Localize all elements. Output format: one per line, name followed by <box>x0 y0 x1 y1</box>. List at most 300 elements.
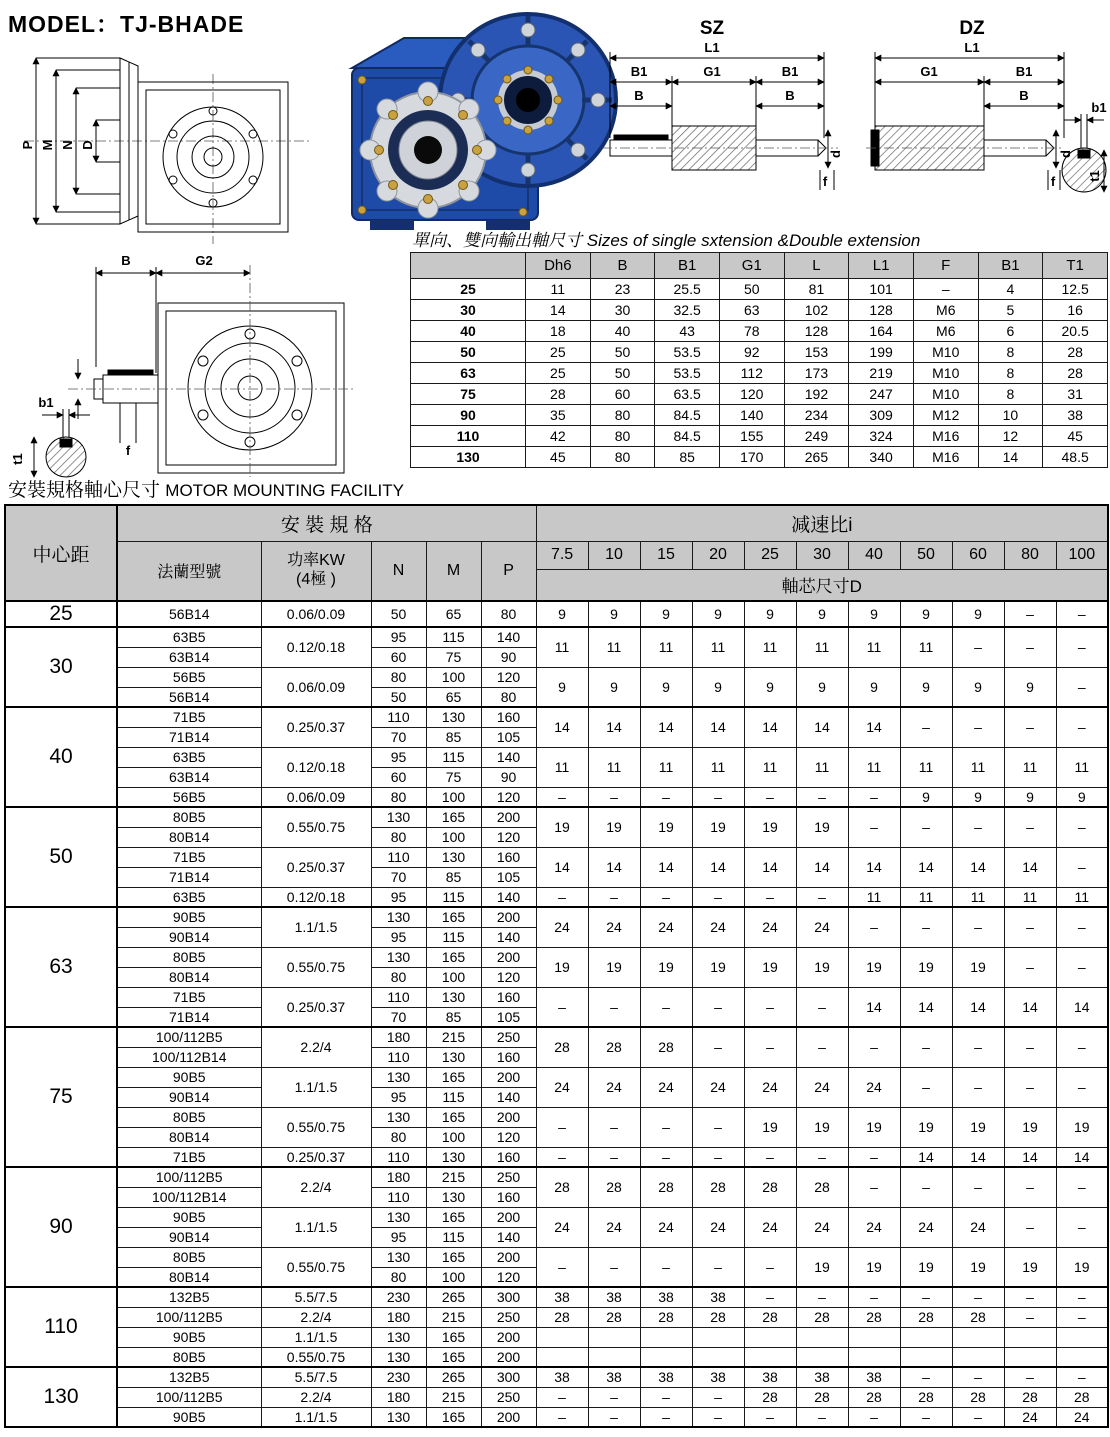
shaft-value-cell: 219 <box>849 363 914 384</box>
d-value-cell: 11 <box>900 887 952 907</box>
d-value-cell: – <box>952 1367 1004 1387</box>
d-value-cell: 28 <box>744 1387 796 1407</box>
key-b1-label: b1 <box>1091 100 1107 115</box>
shaft-model-cell: 30 <box>411 300 526 321</box>
d-value-cell: 24 <box>744 907 796 947</box>
shaft-value-cell: 14 <box>526 300 591 321</box>
power-cell: 5.5/7.5 <box>261 1287 371 1307</box>
shaft-table-row <box>411 321 1108 342</box>
n-cell: 180 <box>371 1387 426 1407</box>
dz-b-label: B <box>1019 88 1029 103</box>
d-value-cell: 19 <box>588 947 640 987</box>
d-value-cell: – <box>796 787 848 807</box>
header-ratio-col: 15 <box>640 541 692 569</box>
center-distance-cell: 130 <box>5 1367 117 1427</box>
shaft-value-cell: 120 <box>719 384 784 405</box>
d-value-cell <box>588 1327 640 1347</box>
flange-cell: 63B5 <box>117 887 261 907</box>
shaft-table-row <box>411 384 1108 405</box>
m-cell: 75 <box>426 767 481 787</box>
flange-cell: 90B14 <box>117 927 261 947</box>
mounting-table-row <box>5 1207 1108 1227</box>
d-value-cell: 14 <box>848 847 900 887</box>
center-distance-cell: 40 <box>5 707 117 807</box>
d-value-cell: – <box>1056 1067 1108 1107</box>
n-cell: 70 <box>371 727 426 747</box>
d-value-cell: 14 <box>1056 987 1108 1027</box>
mounting-title-zh: 安裝規格軸心尺寸 <box>8 480 161 501</box>
n-cell: 95 <box>371 1087 426 1107</box>
d-value-cell: – <box>744 1027 796 1067</box>
shaft-value-cell: M12 <box>913 405 978 426</box>
shaft-value-cell: 112 <box>719 363 784 384</box>
shaft-table-caption <box>412 226 1108 251</box>
flange-cell: 80B14 <box>117 967 261 987</box>
d-value-cell: – <box>900 1367 952 1387</box>
n-cell: 130 <box>371 1207 426 1227</box>
d-value-cell: – <box>536 887 588 907</box>
d-value-cell: – <box>588 887 640 907</box>
shaft-value-cell: 35 <box>526 405 591 426</box>
p-cell: 140 <box>481 927 536 947</box>
shaft-value-cell: 5 <box>978 300 1043 321</box>
p-cell: 250 <box>481 1027 536 1047</box>
header-shaft-size-d: 軸芯尺寸D <box>536 569 1108 601</box>
shaft-value-cell: M10 <box>913 363 978 384</box>
n-cell: 180 <box>371 1307 426 1327</box>
shaft-table-row <box>411 363 1108 384</box>
shaft-value-cell: 23 <box>590 279 655 300</box>
header-p: P <box>481 541 536 601</box>
mounting-table-row <box>5 1147 1108 1167</box>
m-cell: 165 <box>426 1067 481 1087</box>
p-cell: 90 <box>481 767 536 787</box>
shaft-value-cell: 101 <box>849 279 914 300</box>
flange-cell: 71B5 <box>117 847 261 867</box>
sz-b1-right-label: B1 <box>781 64 799 79</box>
shaft-table-row <box>411 342 1108 363</box>
flange-cell: 71B5 <box>117 1147 261 1167</box>
d-value-cell: – <box>640 1247 692 1287</box>
d-value-cell: 14 <box>640 847 692 887</box>
power-cell: 0.25/0.37 <box>261 707 371 747</box>
d-value-cell: – <box>900 1027 952 1067</box>
sz-g1-label: G1 <box>703 64 721 79</box>
d-value-cell: 14 <box>1004 1147 1056 1167</box>
power-cell: 0.55/0.75 <box>261 1247 371 1287</box>
d-value-cell <box>1004 1327 1056 1347</box>
d-value-cell: – <box>640 787 692 807</box>
mounting-table-row <box>5 1387 1108 1407</box>
d-value-cell: 28 <box>744 1307 796 1327</box>
flange-cell: 71B14 <box>117 727 261 747</box>
n-cell: 230 <box>371 1367 426 1387</box>
shaft-value-cell: 31 <box>1043 384 1108 405</box>
d-value-cell: – <box>848 1027 900 1067</box>
n-cell: 110 <box>371 1047 426 1067</box>
flange-cell: 90B5 <box>117 1407 261 1427</box>
d-value-cell: 11 <box>1004 887 1056 907</box>
dz-f-label: f <box>1050 174 1056 189</box>
header-ratio-col: 60 <box>952 541 1004 569</box>
d-value-cell: 14 <box>796 707 848 747</box>
m-cell: 165 <box>426 947 481 967</box>
p-cell: 250 <box>481 1167 536 1187</box>
d-value-cell: 28 <box>1056 1387 1108 1407</box>
flange-cell: 80B5 <box>117 1347 261 1367</box>
shaft-model-cell: 75 <box>411 384 526 405</box>
shaft-value-cell: 32.5 <box>655 300 720 321</box>
d-value-cell: – <box>952 1027 1004 1067</box>
shaft-value-cell: 63.5 <box>655 384 720 405</box>
mounting-table-row <box>5 1027 1108 1047</box>
d-value-cell: – <box>1004 807 1056 847</box>
d-value-cell: 14 <box>536 707 588 747</box>
d-value-cell: 11 <box>536 747 588 787</box>
header-center-distance: 中心距 <box>5 505 117 601</box>
mounting-title-en: MOTOR MOUNTING FACILITY <box>165 481 404 500</box>
m-cell: 215 <box>426 1387 481 1407</box>
shaft-model-cell: 50 <box>411 342 526 363</box>
shaft-value-cell: M6 <box>913 321 978 342</box>
mounting-table-row <box>5 667 1108 687</box>
d-value-cell: – <box>1056 947 1108 987</box>
n-cell: 180 <box>371 1167 426 1187</box>
front-g2-label: G2 <box>195 253 213 268</box>
center-distance-cell: 30 <box>5 627 117 707</box>
p-cell: 200 <box>481 1327 536 1347</box>
d-value-cell: 11 <box>796 627 848 667</box>
d-value-cell: 9 <box>900 667 952 707</box>
header-power-line1: 功率KW <box>287 552 345 570</box>
d-value-cell: 14 <box>1056 1147 1108 1167</box>
d-value-cell: 14 <box>744 847 796 887</box>
header-ratio-col: 50 <box>900 541 952 569</box>
power-cell: 2.2/4 <box>261 1307 371 1327</box>
shaft-value-cell: 43 <box>655 321 720 342</box>
p-cell: 120 <box>481 967 536 987</box>
shaft-value-cell: 102 <box>784 300 849 321</box>
m-cell: 165 <box>426 1327 481 1347</box>
shaft-header-g1: G1 <box>719 253 784 279</box>
header-ratio-col: 80 <box>1004 541 1056 569</box>
d-value-cell: 38 <box>744 1367 796 1387</box>
d-value-cell: – <box>900 707 952 747</box>
d-value-cell: 24 <box>692 1067 744 1107</box>
power-cell: 2.2/4 <box>261 1387 371 1407</box>
n-cell: 60 <box>371 767 426 787</box>
d-value-cell: 11 <box>900 627 952 667</box>
p-cell: 160 <box>481 707 536 727</box>
d-value-cell: 19 <box>1004 1107 1056 1147</box>
shaft-value-cell: 63 <box>719 300 784 321</box>
power-cell: 0.25/0.37 <box>261 1147 371 1167</box>
shaft-value-cell: 45 <box>526 447 591 468</box>
m-cell: 215 <box>426 1167 481 1187</box>
d-value-cell: 14 <box>952 847 1004 887</box>
shaft-value-cell: 10 <box>978 405 1043 426</box>
p-cell: 140 <box>481 747 536 767</box>
mounting-table-row <box>5 987 1108 1007</box>
d-value-cell: 11 <box>848 887 900 907</box>
p-cell: 140 <box>481 1087 536 1107</box>
n-cell: 80 <box>371 827 426 847</box>
shaft-caption-zh: 單向、雙向輸出軸尺寸 <box>412 231 582 250</box>
flange-cell: 100/112B5 <box>117 1027 261 1047</box>
shaft-value-cell: 11 <box>526 279 591 300</box>
shaft-value-cell: 140 <box>719 405 784 426</box>
d-value-cell: – <box>848 807 900 847</box>
p-cell: 200 <box>481 1067 536 1087</box>
d-value-cell: 19 <box>796 807 848 847</box>
d-value-cell: 38 <box>536 1367 588 1387</box>
d-value-cell: 19 <box>952 947 1004 987</box>
front-b1-label: b1 <box>38 395 54 410</box>
dim-label-d: D <box>80 140 95 150</box>
shaft-value-cell: 80 <box>590 426 655 447</box>
shaft-value-cell: 28 <box>1043 342 1108 363</box>
d-value-cell <box>900 1327 952 1347</box>
m-cell: 85 <box>426 727 481 747</box>
p-cell: 105 <box>481 1007 536 1027</box>
m-cell: 165 <box>426 1347 481 1367</box>
d-value-cell: 24 <box>536 1207 588 1247</box>
m-cell: 130 <box>426 1147 481 1167</box>
mounting-table-row <box>5 947 1108 967</box>
p-cell: 200 <box>481 1207 536 1227</box>
d-value-cell: – <box>796 887 848 907</box>
shaft-value-cell: 247 <box>849 384 914 405</box>
d-value-cell: 38 <box>796 1367 848 1387</box>
n-cell: 95 <box>371 747 426 767</box>
d-value-cell: – <box>952 627 1004 667</box>
n-cell: 70 <box>371 1007 426 1027</box>
d-value-cell <box>1056 1327 1108 1347</box>
shaft-value-cell: 81 <box>784 279 849 300</box>
shaft-value-cell: 42 <box>526 426 591 447</box>
d-value-cell: 11 <box>1056 747 1108 787</box>
shaft-table-row <box>411 279 1108 300</box>
shaft-value-cell: 324 <box>849 426 914 447</box>
mounting-table <box>4 504 1109 1428</box>
d-value-cell: 28 <box>536 1307 588 1327</box>
shaft-value-cell: 25 <box>526 363 591 384</box>
n-cell: 60 <box>371 647 426 667</box>
shaft-value-cell: 4 <box>978 279 1043 300</box>
d-value-cell: 11 <box>952 887 1004 907</box>
sz-b1-left-label: B1 <box>630 64 648 79</box>
shaft-table-row <box>411 447 1108 468</box>
m-cell: 115 <box>426 627 481 647</box>
mounting-table-row <box>5 807 1108 827</box>
header-power <box>261 541 371 601</box>
d-value-cell: 19 <box>692 947 744 987</box>
m-cell: 215 <box>426 1307 481 1327</box>
d-value-cell: 24 <box>536 907 588 947</box>
shaft-value-cell: 80 <box>590 405 655 426</box>
d-value-cell: 19 <box>692 807 744 847</box>
d-value-cell: 14 <box>588 707 640 747</box>
p-cell: 200 <box>481 1347 536 1367</box>
p-cell: 160 <box>481 987 536 1007</box>
d-value-cell: 9 <box>952 667 1004 707</box>
d-value-cell: 14 <box>848 707 900 747</box>
d-value-cell: 24 <box>588 1067 640 1107</box>
d-value-cell: 19 <box>952 1247 1004 1287</box>
d-value-cell: 9 <box>692 601 744 627</box>
d-value-cell: 19 <box>744 807 796 847</box>
d-value-cell: 9 <box>900 787 952 807</box>
shaft-value-cell: 340 <box>849 447 914 468</box>
power-cell: 0.06/0.09 <box>261 601 371 627</box>
shaft-value-cell: 84.5 <box>655 426 720 447</box>
d-value-cell: 11 <box>1004 747 1056 787</box>
d-value-cell: – <box>952 907 1004 947</box>
d-value-cell: – <box>1056 1367 1108 1387</box>
shaft-value-cell: 25 <box>526 342 591 363</box>
header-mounting-spec: 安 裝 規 格 <box>117 505 536 541</box>
flange-cell: 100/112B5 <box>117 1167 261 1187</box>
d-value-cell: – <box>744 1287 796 1307</box>
m-cell: 165 <box>426 1207 481 1227</box>
flange-cell: 56B5 <box>117 787 261 807</box>
n-cell: 80 <box>371 1267 426 1287</box>
d-value-cell: 38 <box>588 1367 640 1387</box>
d-value-cell: 9 <box>848 667 900 707</box>
d-value-cell: – <box>952 1287 1004 1307</box>
d-value-cell: 24 <box>848 1207 900 1247</box>
d-value-cell: 28 <box>692 1167 744 1207</box>
d-value-cell: 9 <box>692 667 744 707</box>
d-value-cell: 24 <box>848 1067 900 1107</box>
mounting-table-row <box>5 601 1108 627</box>
d-value-cell: – <box>1056 1167 1108 1207</box>
shaft-value-cell: 170 <box>719 447 784 468</box>
shaft-value-cell: 14 <box>978 447 1043 468</box>
p-cell: 160 <box>481 1047 536 1067</box>
d-value-cell: 28 <box>640 1167 692 1207</box>
mounting-table-row <box>5 1307 1108 1327</box>
m-cell: 115 <box>426 887 481 907</box>
shaft-header-b1: B1 <box>655 253 720 279</box>
shaft-table-body <box>411 279 1108 468</box>
d-value-cell: 14 <box>1004 987 1056 1027</box>
d-value-cell: – <box>692 987 744 1027</box>
n-cell: 130 <box>371 1407 426 1427</box>
d-value-cell: – <box>952 807 1004 847</box>
header-n: N <box>371 541 426 601</box>
d-value-cell: – <box>796 1407 848 1427</box>
d-value-cell: 24 <box>536 1067 588 1107</box>
n-cell: 130 <box>371 907 426 927</box>
d-value-cell: 24 <box>796 1207 848 1247</box>
p-cell: 300 <box>481 1367 536 1387</box>
d-value-cell: – <box>1056 1287 1108 1307</box>
d-value-cell: 14 <box>796 847 848 887</box>
p-cell: 140 <box>481 887 536 907</box>
n-cell: 80 <box>371 667 426 687</box>
shaft-value-cell: 84.5 <box>655 405 720 426</box>
d-value-cell: – <box>588 1387 640 1407</box>
flange-cell: 71B14 <box>117 1007 261 1027</box>
d-value-cell: 19 <box>640 947 692 987</box>
shaft-table-row <box>411 300 1108 321</box>
d-value-cell: 9 <box>640 667 692 707</box>
d-value-cell: 14 <box>692 707 744 747</box>
d-value-cell: 11 <box>796 747 848 787</box>
d-value-cell: – <box>1056 807 1108 847</box>
d-value-cell: 11 <box>744 747 796 787</box>
d-value-cell: – <box>1056 667 1108 707</box>
p-cell: 90 <box>481 647 536 667</box>
d-value-cell <box>1004 1347 1056 1367</box>
p-cell: 160 <box>481 1147 536 1167</box>
shaft-header-row <box>411 253 1108 279</box>
d-value-cell: 28 <box>848 1387 900 1407</box>
shaft-extension-diagram <box>594 18 1110 230</box>
d-value-cell: – <box>536 1247 588 1287</box>
d-value-cell: 19 <box>744 947 796 987</box>
shaft-header-dh6: Dh6 <box>526 253 591 279</box>
flange-cell: 56B5 <box>117 667 261 687</box>
d-value-cell: 11 <box>744 627 796 667</box>
d-value-cell: 19 <box>796 1107 848 1147</box>
m-cell: 85 <box>426 1007 481 1027</box>
flange-cell: 90B14 <box>117 1087 261 1107</box>
flange-cell: 80B5 <box>117 947 261 967</box>
d-value-cell: – <box>536 1147 588 1167</box>
d-value-cell: 28 <box>952 1387 1004 1407</box>
d-value-cell: – <box>1004 1027 1056 1067</box>
shaft-value-cell: 128 <box>849 300 914 321</box>
d-value-cell: 9 <box>1004 667 1056 707</box>
p-cell: 120 <box>481 1127 536 1147</box>
p-cell: 105 <box>481 727 536 747</box>
d-value-cell: – <box>1056 707 1108 747</box>
n-cell: 110 <box>371 847 426 867</box>
d-value-cell: 28 <box>536 1027 588 1067</box>
shaft-value-cell: 16 <box>1043 300 1108 321</box>
d-value-cell: – <box>692 887 744 907</box>
d-value-cell: 24 <box>640 1207 692 1247</box>
sz-title: SZ <box>699 18 725 39</box>
d-value-cell: 9 <box>952 601 1004 627</box>
n-cell: 80 <box>371 787 426 807</box>
d-value-cell: 19 <box>744 1107 796 1147</box>
power-cell: 0.12/0.18 <box>261 747 371 787</box>
p-cell: 250 <box>481 1387 536 1407</box>
d-value-cell: – <box>848 1287 900 1307</box>
d-value-cell: – <box>848 1147 900 1167</box>
n-cell: 95 <box>371 887 426 907</box>
d-value-cell: 28 <box>640 1307 692 1327</box>
dz-g1-label: G1 <box>920 64 938 79</box>
power-cell: 1.1/1.5 <box>261 1327 371 1347</box>
d-value-cell: – <box>1056 601 1108 627</box>
shaft-model-cell: 90 <box>411 405 526 426</box>
d-value-cell: – <box>744 1247 796 1287</box>
n-cell: 130 <box>371 1327 426 1347</box>
shaft-value-cell: 164 <box>849 321 914 342</box>
mounting-table-body <box>5 601 1108 1427</box>
power-cell: 0.55/0.75 <box>261 947 371 987</box>
mounting-table-row <box>5 887 1108 907</box>
p-cell: 200 <box>481 1247 536 1267</box>
d-value-cell: 9 <box>588 601 640 627</box>
d-value-cell: – <box>744 787 796 807</box>
d-value-cell: 38 <box>692 1367 744 1387</box>
power-cell: 0.55/0.75 <box>261 807 371 847</box>
